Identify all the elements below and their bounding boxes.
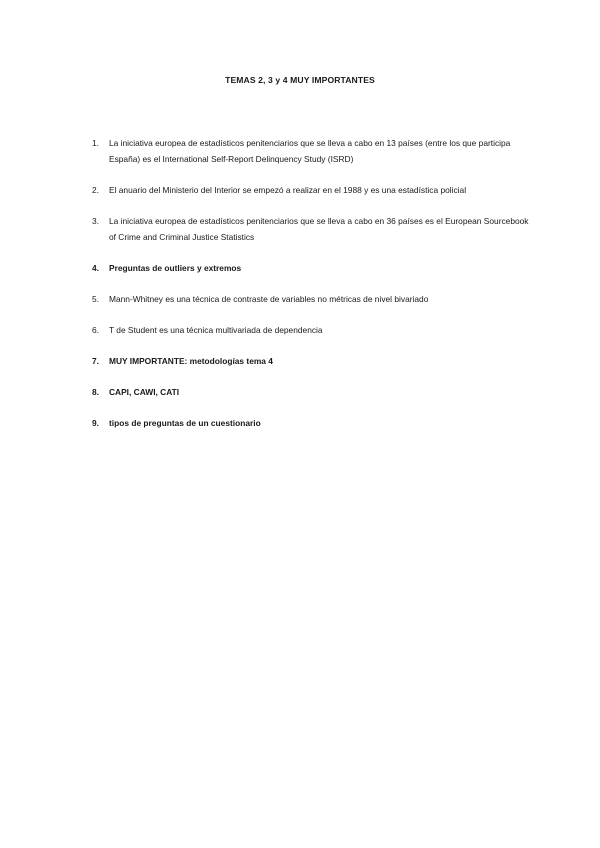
list-item (92, 213, 532, 245)
list-item (92, 384, 532, 400)
list-item-text: CAPI, CAWI, CATI (109, 387, 180, 397)
list-item (92, 260, 532, 276)
list-item-text: T de Student es una técnica multivariada de dependencia (109, 325, 323, 335)
list-item (92, 182, 532, 198)
list-item-number: 8. (92, 387, 99, 397)
list-item-number: 2. (92, 185, 99, 195)
list-item-number: 7. (92, 356, 99, 366)
list-item (92, 291, 532, 307)
list-item-text: La iniciativa europea de estadísticos penitenciarios que se lleva a cabo en 13 países (entre los que participa España) es el International Self-Report Delinquency Study (ISRD) (109, 138, 511, 164)
list-item (92, 135, 532, 167)
list-item-text: tipos de preguntas de un cuestionario (109, 418, 261, 428)
list-item-number: 9. (92, 418, 99, 428)
list-item-text: Mann-Whitney es una técnica de contraste de variables no métricas de nivel bivariado (109, 294, 429, 304)
document-title: TEMAS 2, 3 y 4 MUY IMPORTANTES (225, 75, 375, 85)
list-item (92, 415, 532, 431)
list-item-number: 3. (92, 216, 99, 226)
list-item (92, 322, 532, 338)
list-item-number: 5. (92, 294, 99, 304)
list-item (92, 353, 532, 369)
list-item-text: Preguntas de outliers y extremos (109, 263, 242, 273)
list-item-number: 6. (92, 325, 99, 335)
list-item-number: 1. (92, 138, 99, 148)
list-item-text: MUY IMPORTANTE: metodologías tema 4 (109, 356, 273, 366)
numbered-list (92, 135, 532, 446)
list-item-number: 4. (92, 263, 99, 273)
list-item-text: La iniciativa europea de estadísticos penitenciarios que se lleva a cabo en 36 países es el European Sourcebook of Crime and Criminal Justice Statistics (109, 216, 529, 242)
list-item-text: El anuario del Ministerio del Interior se empezó a realizar en el 1988 y es una estadística policial (109, 185, 467, 195)
